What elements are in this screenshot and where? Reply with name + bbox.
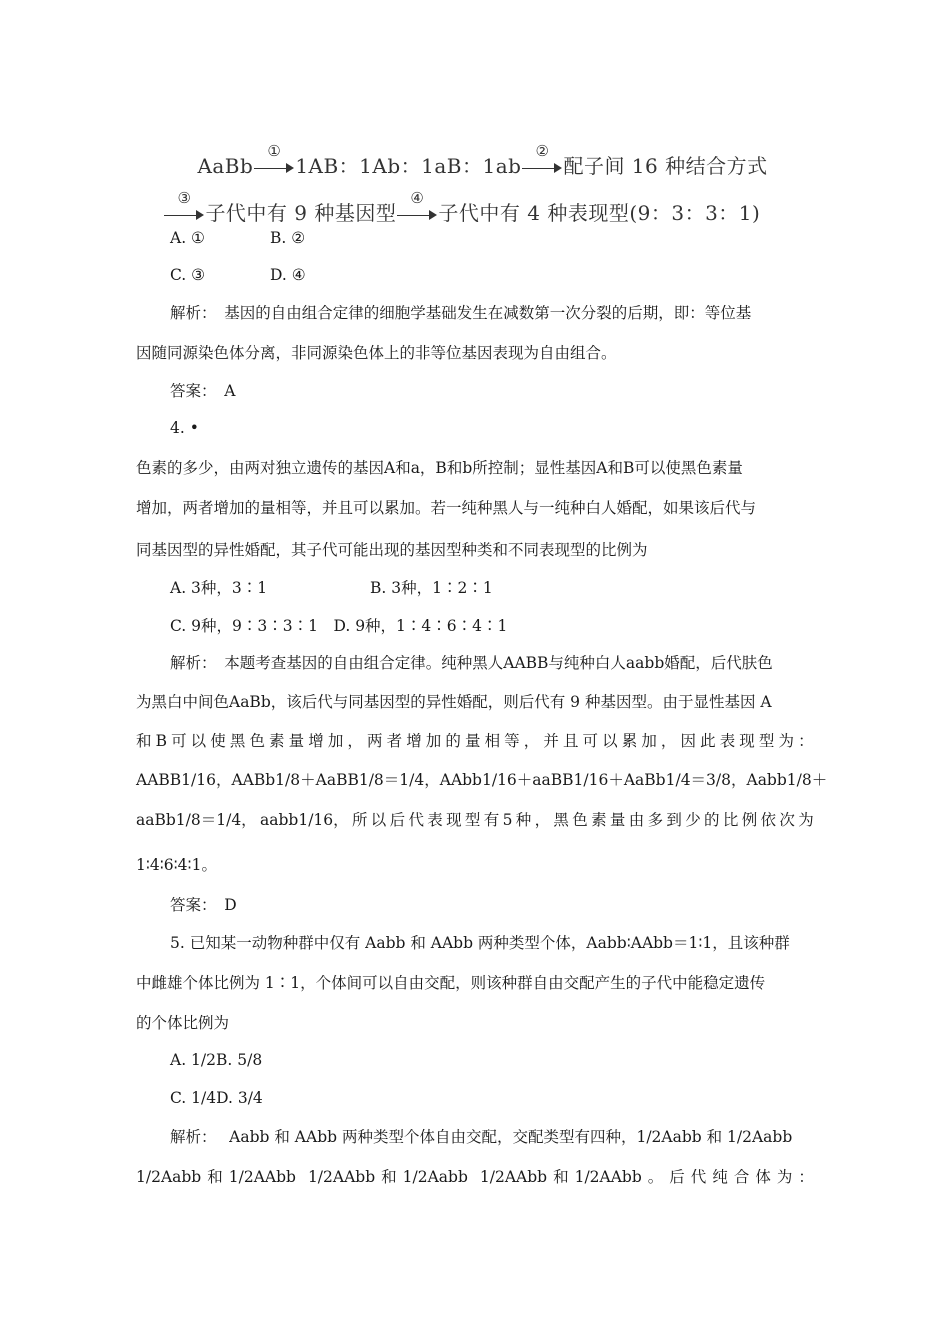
q4-analysis-token: 使 — [210, 732, 226, 750]
q5-analysis-token: 1/2AAbb — [574, 1168, 642, 1186]
formula-start: AaBb — [197, 154, 254, 178]
q4-analysis-token: ， — [534, 811, 551, 829]
q4-analysis-token: ， — [347, 732, 363, 750]
q3-option-d: D. ④ — [270, 266, 306, 284]
q5-analysis-token: 体 — [755, 1168, 771, 1186]
q4-analysis-token: 的 — [704, 811, 720, 829]
q4-analysis-token: 5 — [502, 811, 513, 829]
q4-analysis-token: 量 — [464, 732, 481, 750]
q4-analysis-token: AABB1/16， — [136, 771, 232, 789]
q5-analysis-token: 和 — [207, 1168, 223, 1186]
q4-analysis-token: 少 — [685, 811, 701, 829]
q4-analysis-token: 等 — [504, 732, 520, 750]
q3-answer: 答案： A — [170, 382, 236, 400]
q4-analysis-token: 以 — [190, 732, 207, 750]
q4-analysis-token: 以 — [370, 811, 387, 829]
q4-analysis-token: 可 — [582, 732, 599, 750]
q5-analysis-token: ： — [798, 1168, 814, 1186]
q4-analysis-token: 型 — [464, 811, 481, 829]
q4-answer: 答案： D — [170, 896, 237, 914]
q4-stem-line-1: 色素的多少，由两对独立遗传的基因A和a，B和b所控制；显性基因A和B可以使黑色素量 — [136, 459, 743, 477]
formula-phenotypes: 子代中有 4 种表现型(9：3：3：1) — [438, 201, 761, 225]
q4-analysis-line-1: 解析： 本题考查基因的自由组合定律。纯种黑人AABB与纯种白人aabb婚配，后代肤色 — [170, 654, 773, 672]
q4-analysis-token: 的 — [445, 732, 461, 750]
q4-analysis-token: 所 — [351, 811, 368, 829]
q4-analysis-token: 量 — [609, 811, 626, 829]
q4-analysis-token: 增 — [308, 732, 324, 750]
q5-analysis-token: 1/2Aabb — [136, 1168, 202, 1186]
q5-analysis-line-1: 解析： Aabb 和 AAbb 两种类型个体自由交配，交配类型有四种，1/2Aabb 和 1/2Aabb — [170, 1128, 793, 1146]
q4-analysis-token: 相 — [484, 732, 501, 750]
q4-analysis-line-6: 1∶4∶6∶4∶1。 — [136, 856, 217, 874]
q5-analysis-token: 1/2Aabb — [402, 1168, 468, 1186]
q5-options-cd: C. 1/4D. 3/4 — [170, 1089, 263, 1107]
q4-analysis-token: ， — [660, 732, 677, 750]
q4-analysis-token: 多 — [647, 811, 664, 829]
arrow-1-icon: ① — [254, 158, 294, 178]
q4-analysis-token: 型 — [758, 732, 775, 750]
q4-analysis-token: 例 — [741, 811, 758, 829]
q3-analysis-line-2: 因随同源染色体分离，非同源染色体上的非等位基因表现为自由组合。 — [136, 344, 617, 362]
q4-analysis-line-2: 为黑白中间色AaBb，该后代与同基因型的异性婚配，则后代有 9 种基因型。由于显性基因 A — [136, 693, 772, 711]
q5-stem-line-2: 中雌雄个体比例为 1∶1，个体间可以自由交配，则该种群自由交配产生的子代中能稳定遗传 — [136, 974, 766, 992]
q4-analysis-token: 为 — [778, 732, 794, 750]
q4-analysis-token: 色 — [572, 811, 588, 829]
q4-analysis-token: 到 — [666, 811, 682, 829]
q4-analysis-token: ， — [523, 732, 540, 750]
q4-analysis-token: 量 — [288, 732, 305, 750]
q4-analysis-token: 代 — [408, 811, 424, 829]
q5-analysis-token: 为 — [776, 1168, 793, 1186]
q4-analysis-token: aaBb1/8＝1/4， — [136, 811, 257, 829]
q4-analysis-token: aabb1/16， — [260, 811, 349, 829]
q4-analysis-token: 黑 — [553, 811, 569, 829]
q5-analysis-line-2 — [136, 1167, 814, 1187]
formula-line-2 — [136, 183, 760, 245]
q4-analysis-token: 黑 — [229, 732, 246, 750]
q4-analysis-line-3 — [136, 731, 814, 751]
q3-option-b: B. ② — [270, 229, 306, 247]
q4-analysis-token: 者 — [386, 732, 403, 750]
q4-analysis-token: 且 — [562, 732, 579, 750]
q4-analysis-token: 比 — [722, 811, 739, 829]
q4-analysis-token: 由 — [628, 811, 645, 829]
q5-analysis-token: 1/2AAbb — [228, 1168, 296, 1186]
q4-analysis-token: 可 — [171, 732, 187, 750]
q4-analysis-token: 和 — [136, 732, 152, 750]
q4-analysis-token: 以 — [602, 732, 618, 750]
q4-analysis-token: 现 — [446, 811, 462, 829]
q4-analysis-token: 加 — [425, 732, 442, 750]
q4-analysis-token: 两 — [367, 732, 383, 750]
q4-number: 4. • — [170, 419, 199, 437]
q4-analysis-token: 表 — [427, 811, 443, 829]
q4-analysis-line-4 — [136, 770, 828, 790]
q4-analysis-token: AABb1/8＋AaBB1/8＝1/4， — [231, 771, 440, 789]
q5-analysis-token: 和 — [381, 1168, 397, 1186]
q3-option-a: A. ① — [170, 229, 205, 247]
formula-genotypes: 子代中有 9 种基因型 — [205, 201, 397, 225]
q5-stem-line-3: 的个体比例为 — [136, 1014, 230, 1032]
q4-analysis-token: 为 — [798, 811, 814, 829]
q4-analysis-token: B — [155, 732, 167, 750]
q4-analysis-token: 表 — [719, 732, 736, 750]
q5-analysis-token: 纯 — [712, 1168, 728, 1186]
q4-analysis-token: 后 — [389, 811, 406, 829]
q5-analysis-token: 。 — [647, 1168, 664, 1186]
q4-option-a: A. 3种，3∶1 — [170, 579, 268, 597]
q5-analysis-token: 合 — [733, 1168, 750, 1186]
q4-option-b: B. 3种，1∶2∶1 — [370, 579, 493, 597]
q4-analysis-token: 色 — [249, 732, 265, 750]
q4-analysis-token: 有 — [483, 811, 500, 829]
q4-analysis-token: 素 — [591, 811, 607, 829]
q5-analysis-token: 和 — [553, 1168, 569, 1186]
formula-gametes: 1AB：1Ab：1aB：1ab — [295, 154, 522, 178]
q5-analysis-token: 后 — [669, 1168, 685, 1186]
q4-analysis-token: 种 — [515, 811, 532, 829]
q4-analysis-token: 次 — [779, 811, 795, 829]
arrow-4-icon: ④ — [397, 205, 437, 225]
q4-options-cd: C. 9种，9∶3∶3∶1 D. 9种，1∶4∶6∶4∶1 — [170, 617, 508, 635]
q4-analysis-token: 加 — [327, 732, 344, 750]
formula-combination: 配子间 16 种结合方式 — [563, 154, 768, 178]
q4-analysis-token: 依 — [760, 811, 777, 829]
q4-analysis-token: 并 — [543, 732, 559, 750]
q4-analysis-token: Aabb1/8＋ — [746, 771, 828, 789]
arrow-2-icon: ② — [522, 158, 562, 178]
q4-analysis-token: AAbb1/16＋aaBB1/16＋AaBb1/4＝3/8， — [439, 771, 747, 789]
q4-analysis-token: 因 — [680, 732, 697, 750]
q4-analysis-token: 增 — [406, 732, 422, 750]
q4-analysis-token: 加 — [641, 732, 657, 750]
q5-stem-line-1: 5. 已知某一动物种群中仅有 Aabb 和 AAbb 两种类型个体，Aabb∶AAbb＝1∶1，且该种群 — [170, 934, 790, 952]
q3-option-c: C. ③ — [170, 266, 206, 284]
q4-analysis-token: 此 — [700, 732, 716, 750]
q5-options-ab: A. 1/2B. 5/8 — [170, 1051, 263, 1069]
q4-stem-line-3: 同基因型的异性婚配，其子代可能出现的基因型种类和不同表现型的比例为 — [136, 541, 648, 559]
q4-stem-line-2: 增加，两者增加的量相等，并且可以累加。若一纯种黑人与一纯种白人婚配，如果该后代与 — [136, 499, 757, 517]
q4-analysis-token: ： — [798, 732, 814, 750]
q5-analysis-token: 代 — [690, 1168, 707, 1186]
q4-analysis-token: 现 — [739, 732, 755, 750]
q5-analysis-token: 1/2AAbb — [307, 1168, 376, 1186]
q5-analysis-token: 1/2AAbb — [479, 1168, 548, 1186]
q4-analysis-token: 累 — [621, 732, 638, 750]
arrow-3-icon: ③ — [164, 205, 204, 225]
q3-analysis-line-1: 解析： 基因的自由组合定律的细胞学基础发生在减数第一次分裂的后期，即：等位基 — [170, 304, 752, 322]
q4-analysis-line-5 — [136, 810, 814, 830]
q4-analysis-token: 素 — [269, 732, 285, 750]
